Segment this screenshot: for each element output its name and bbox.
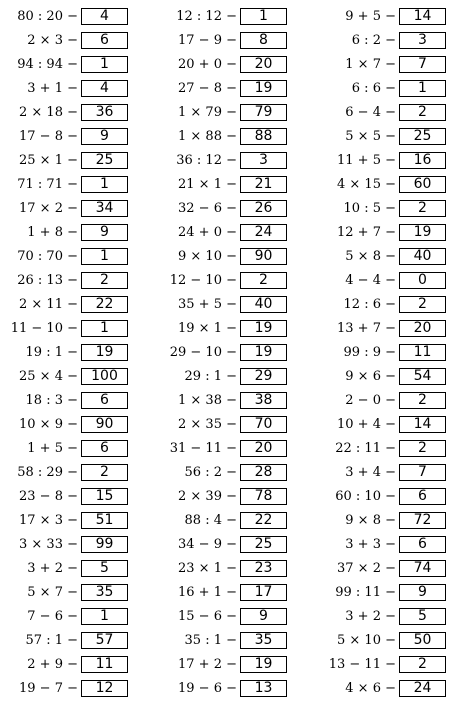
answer-box[interactable]: 25 <box>240 536 287 553</box>
problem-expression: 71 : 71 − <box>17 177 78 192</box>
problem-row <box>159 581 299 605</box>
problem-row <box>318 413 457 437</box>
problem-expression: 88 : 4 − <box>184 513 237 528</box>
problem-row <box>0 53 140 77</box>
problem-expression: 29 : 1 − <box>184 369 237 384</box>
answer-box[interactable]: 6 <box>81 32 128 49</box>
answer-box[interactable]: 17 <box>240 584 287 601</box>
problem-expression: 5 × 5 − <box>345 129 396 144</box>
problem-expression: 19 − 6 − <box>178 681 237 696</box>
problem-expression: 80 : 20 − <box>17 9 78 24</box>
problem-row <box>159 629 299 653</box>
answer-box[interactable]: 12 <box>81 680 128 697</box>
answer-box[interactable]: 2 <box>399 392 446 409</box>
problem-expression: 56 : 2 − <box>184 465 237 480</box>
problem-expression: 37 × 2 − <box>337 561 396 576</box>
problem-expression: 3 + 1 − <box>27 81 78 96</box>
problem-row <box>318 53 457 77</box>
problem-expression: 32 − 6 − <box>178 201 237 216</box>
problem-row <box>0 653 140 677</box>
answer-box[interactable]: 2 <box>81 464 128 481</box>
problem-row <box>0 509 140 533</box>
problem-row <box>159 197 299 221</box>
problem-expression: 2 × 35 − <box>178 417 237 432</box>
problem-row <box>0 221 140 245</box>
problem-row <box>159 245 299 269</box>
problem-row <box>159 293 299 317</box>
problem-expression: 35 + 5 − <box>178 297 237 312</box>
problem-column-1 <box>0 5 140 701</box>
answer-box[interactable]: 79 <box>240 104 287 121</box>
answer-box[interactable]: 74 <box>399 560 446 577</box>
answer-box[interactable]: 19 <box>240 344 287 361</box>
problem-row <box>0 677 140 701</box>
answer-box[interactable]: 9 <box>240 608 287 625</box>
problem-expression: 19 − 7 − <box>19 681 78 696</box>
problem-row <box>159 5 299 29</box>
problem-row <box>0 605 140 629</box>
problem-expression: 4 − 4 − <box>345 273 396 288</box>
problem-row <box>0 5 140 29</box>
problem-row <box>0 485 140 509</box>
problem-row <box>318 485 457 509</box>
answer-box[interactable]: 51 <box>81 512 128 529</box>
answer-box[interactable]: 6 <box>81 392 128 409</box>
answer-box[interactable]: 35 <box>81 584 128 601</box>
problem-row <box>159 557 299 581</box>
problem-expression: 19 : 1 − <box>25 345 78 360</box>
problem-row <box>159 53 299 77</box>
answer-box[interactable]: 36 <box>81 104 128 121</box>
problem-expression: 99 : 11 − <box>335 585 396 600</box>
problem-row <box>318 605 457 629</box>
problem-expression: 2 × 39 − <box>178 489 237 504</box>
problem-expression: 17 × 3 − <box>19 513 78 528</box>
problem-row <box>318 461 457 485</box>
problem-expression: 13 − 11 − <box>328 657 396 672</box>
problem-expression: 3 × 33 − <box>19 537 78 552</box>
problem-expression: 20 + 0 − <box>178 57 237 72</box>
answer-box[interactable]: 20 <box>399 320 446 337</box>
answer-box[interactable]: 9 <box>81 224 128 241</box>
answer-box[interactable]: 60 <box>399 176 446 193</box>
answer-box[interactable]: 90 <box>81 416 128 433</box>
answer-box[interactable]: 90 <box>240 248 287 265</box>
problem-expression: 1 × 88 − <box>178 129 237 144</box>
answer-box[interactable]: 57 <box>81 632 128 649</box>
answer-box[interactable]: 6 <box>81 440 128 457</box>
problem-row <box>159 533 299 557</box>
problem-expression: 9 × 10 − <box>178 249 237 264</box>
answer-box[interactable]: 40 <box>240 296 287 313</box>
problem-row <box>159 413 299 437</box>
problem-row <box>318 77 457 101</box>
answer-box[interactable]: 14 <box>399 416 446 433</box>
answer-box[interactable]: 6 <box>399 488 446 505</box>
problem-expression: 12 + 7 − <box>337 225 396 240</box>
problem-row <box>318 317 457 341</box>
problem-row <box>0 557 140 581</box>
problem-expression: 12 : 6 − <box>343 297 396 312</box>
problem-row <box>0 173 140 197</box>
problem-expression: 10 : 5 − <box>343 201 396 216</box>
problem-expression: 22 : 11 − <box>335 441 396 456</box>
problem-expression: 60 : 10 − <box>335 489 396 504</box>
problem-row <box>0 365 140 389</box>
problem-row <box>0 125 140 149</box>
answer-box[interactable]: 20 <box>240 440 287 457</box>
answer-box[interactable]: 88 <box>240 128 287 145</box>
problem-row <box>159 437 299 461</box>
problem-row <box>159 77 299 101</box>
problem-expression: 3 + 3 − <box>345 537 396 552</box>
problem-row <box>0 149 140 173</box>
problem-expression: 12 : 12 − <box>176 9 237 24</box>
problem-row <box>159 389 299 413</box>
problem-row <box>0 197 140 221</box>
problem-row <box>159 341 299 365</box>
problem-expression: 34 − 9 − <box>178 537 237 552</box>
problem-expression: 9 × 6 − <box>345 369 396 384</box>
problem-row <box>159 101 299 125</box>
answer-box[interactable]: 2 <box>240 272 287 289</box>
answer-box[interactable]: 3 <box>399 32 446 49</box>
answer-box[interactable]: 38 <box>240 392 287 409</box>
problem-row <box>318 173 457 197</box>
answer-box[interactable]: 35 <box>240 632 287 649</box>
problem-expression: 16 + 1 − <box>178 585 237 600</box>
problem-expression: 4 × 6 − <box>345 681 396 696</box>
answer-box[interactable]: 15 <box>81 488 128 505</box>
problem-expression: 2 − 0 − <box>345 393 396 408</box>
answer-box[interactable]: 78 <box>240 488 287 505</box>
problem-row <box>0 101 140 125</box>
problem-row <box>159 677 299 701</box>
answer-box[interactable]: 50 <box>399 632 446 649</box>
problem-expression: 10 × 9 − <box>19 417 78 432</box>
problem-expression: 6 : 2 − <box>351 33 396 48</box>
problem-row <box>159 269 299 293</box>
problem-row <box>318 389 457 413</box>
answer-box[interactable]: 1 <box>81 320 128 337</box>
answer-box[interactable]: 19 <box>399 224 446 241</box>
problem-row <box>318 5 457 29</box>
answer-box[interactable]: 25 <box>81 152 128 169</box>
problem-expression: 11 − 10 − <box>10 321 78 336</box>
problem-row <box>318 653 457 677</box>
problem-row <box>0 581 140 605</box>
answer-box[interactable]: 22 <box>240 512 287 529</box>
problem-expression: 35 : 1 − <box>184 633 237 648</box>
answer-box[interactable]: 2 <box>399 296 446 313</box>
answer-box[interactable]: 54 <box>399 368 446 385</box>
answer-box[interactable]: 4 <box>81 80 128 97</box>
answer-box[interactable]: 28 <box>240 464 287 481</box>
problem-expression: 17 + 2 − <box>178 657 237 672</box>
problem-row <box>318 437 457 461</box>
problem-expression: 29 − 10 − <box>169 345 237 360</box>
problem-expression: 10 + 4 − <box>337 417 396 432</box>
problem-expression: 11 + 5 − <box>337 153 396 168</box>
problem-row <box>159 125 299 149</box>
problem-row <box>318 125 457 149</box>
answer-box[interactable]: 8 <box>240 32 287 49</box>
answer-box[interactable]: 19 <box>240 80 287 97</box>
problem-expression: 1 × 38 − <box>178 393 237 408</box>
problem-expression: 1 × 7 − <box>345 57 396 72</box>
problem-row <box>0 269 140 293</box>
problem-row <box>318 269 457 293</box>
problem-row <box>0 29 140 53</box>
problem-expression: 19 × 1 − <box>178 321 237 336</box>
problem-expression: 3 + 4 − <box>345 465 396 480</box>
problem-row <box>318 245 457 269</box>
problem-row <box>0 317 140 341</box>
answer-box[interactable]: 7 <box>399 464 446 481</box>
answer-box[interactable]: 2 <box>399 440 446 457</box>
problem-expression: 15 − 6 − <box>178 609 237 624</box>
answer-box[interactable]: 9 <box>81 128 128 145</box>
problem-expression: 9 × 8 − <box>345 513 396 528</box>
answer-box[interactable]: 24 <box>240 224 287 241</box>
answer-box[interactable]: 11 <box>399 344 446 361</box>
answer-box[interactable]: 20 <box>240 56 287 73</box>
answer-box[interactable]: 22 <box>81 296 128 313</box>
problem-expression: 57 : 1 − <box>25 633 78 648</box>
problem-expression: 58 : 29 − <box>17 465 78 480</box>
problem-row <box>159 653 299 677</box>
problem-row <box>318 557 457 581</box>
problem-row <box>318 101 457 125</box>
problem-row <box>159 29 299 53</box>
answer-box[interactable]: 19 <box>240 320 287 337</box>
answer-box[interactable]: 5 <box>399 608 446 625</box>
answer-box[interactable]: 26 <box>240 200 287 217</box>
problem-expression: 18 : 3 − <box>25 393 78 408</box>
answer-box[interactable]: 34 <box>81 200 128 217</box>
problem-expression: 17 − 8 − <box>19 129 78 144</box>
problem-row <box>0 293 140 317</box>
problem-expression: 26 : 13 − <box>17 273 78 288</box>
problem-row <box>159 509 299 533</box>
problem-expression: 5 × 10 − <box>337 633 396 648</box>
problem-expression: 31 − 11 − <box>169 441 237 456</box>
answer-box[interactable]: 25 <box>399 128 446 145</box>
problem-row <box>0 533 140 557</box>
answer-box[interactable]: 7 <box>399 56 446 73</box>
problem-expression: 2 + 9 − <box>27 657 78 672</box>
answer-box[interactable]: 19 <box>81 344 128 361</box>
problem-expression: 3 + 2 − <box>345 609 396 624</box>
answer-box[interactable]: 1 <box>81 176 128 193</box>
answer-box[interactable]: 99 <box>81 536 128 553</box>
answer-box[interactable]: 1 <box>240 8 287 25</box>
answer-box[interactable]: 100 <box>81 368 128 385</box>
problem-row <box>159 149 299 173</box>
answer-box[interactable]: 23 <box>240 560 287 577</box>
answer-box[interactable]: 0 <box>399 272 446 289</box>
problem-expression: 99 : 9 − <box>343 345 396 360</box>
problem-expression: 7 − 6 − <box>27 609 78 624</box>
problem-row <box>159 605 299 629</box>
answer-box[interactable]: 29 <box>240 368 287 385</box>
problem-row <box>318 29 457 53</box>
problem-row <box>159 173 299 197</box>
answer-box[interactable]: 2 <box>399 200 446 217</box>
problem-column-3 <box>318 5 457 701</box>
problem-expression: 1 + 8 − <box>27 225 78 240</box>
problem-expression: 36 : 12 − <box>176 153 237 168</box>
problem-expression: 23 − 8 − <box>19 489 78 504</box>
problem-row <box>318 221 457 245</box>
answer-box[interactable]: 2 <box>399 104 446 121</box>
problem-row <box>159 485 299 509</box>
answer-box[interactable]: 24 <box>399 680 446 697</box>
problem-row <box>318 293 457 317</box>
answer-box[interactable]: 1 <box>81 248 128 265</box>
answer-box[interactable]: 6 <box>399 536 446 553</box>
problem-row <box>318 629 457 653</box>
problem-row <box>0 413 140 437</box>
answer-box[interactable]: 1 <box>81 608 128 625</box>
problem-expression: 5 × 8 − <box>345 249 396 264</box>
answer-box[interactable]: 9 <box>399 584 446 601</box>
problem-row <box>0 437 140 461</box>
problem-row <box>159 461 299 485</box>
answer-box[interactable]: 14 <box>399 8 446 25</box>
problem-expression: 5 × 7 − <box>27 585 78 600</box>
answer-box[interactable]: 13 <box>240 680 287 697</box>
answer-box[interactable]: 70 <box>240 416 287 433</box>
answer-box[interactable]: 4 <box>81 8 128 25</box>
problem-expression: 27 − 8 − <box>178 81 237 96</box>
problem-row <box>0 389 140 413</box>
answer-box[interactable]: 19 <box>240 656 287 673</box>
problem-expression: 94 : 94 − <box>17 57 78 72</box>
problem-row <box>159 317 299 341</box>
problem-expression: 21 × 1 − <box>178 177 237 192</box>
answer-box[interactable]: 1 <box>399 80 446 97</box>
problem-expression: 6 : 6 − <box>351 81 396 96</box>
problem-row <box>0 245 140 269</box>
problem-expression: 4 × 15 − <box>337 177 396 192</box>
problem-row <box>0 77 140 101</box>
answer-box[interactable]: 2 <box>399 656 446 673</box>
problem-row <box>318 509 457 533</box>
problem-expression: 1 × 79 − <box>178 105 237 120</box>
answer-box[interactable]: 21 <box>240 176 287 193</box>
answer-box[interactable]: 2 <box>81 272 128 289</box>
problem-column-2 <box>159 5 299 701</box>
problem-expression: 13 + 7 − <box>337 321 396 336</box>
problem-row <box>318 365 457 389</box>
problem-expression: 3 + 2 − <box>27 561 78 576</box>
answer-box[interactable]: 3 <box>240 152 287 169</box>
problem-expression: 2 × 11 − <box>19 297 78 312</box>
answer-box[interactable]: 72 <box>399 512 446 529</box>
problem-row <box>318 149 457 173</box>
problem-row <box>0 341 140 365</box>
problem-expression: 2 × 3 − <box>27 33 78 48</box>
problem-expression: 9 + 5 − <box>345 9 396 24</box>
problem-expression: 2 × 18 − <box>19 105 78 120</box>
answer-box[interactable]: 40 <box>399 248 446 265</box>
problem-row <box>318 533 457 557</box>
problem-expression: 12 − 10 − <box>169 273 237 288</box>
problem-row <box>318 341 457 365</box>
problem-row <box>318 677 457 701</box>
answer-box[interactable]: 16 <box>399 152 446 169</box>
problem-expression: 25 × 1 − <box>19 153 78 168</box>
problem-expression: 70 : 70 − <box>17 249 78 264</box>
problem-expression: 1 + 5 − <box>27 441 78 456</box>
problem-expression: 24 + 0 − <box>178 225 237 240</box>
worksheet <box>0 5 457 701</box>
problem-row <box>159 365 299 389</box>
problem-expression: 23 × 1 − <box>178 561 237 576</box>
problem-row <box>318 581 457 605</box>
answer-box[interactable]: 5 <box>81 560 128 577</box>
problem-expression: 6 − 4 − <box>345 105 396 120</box>
problem-expression: 17 × 2 − <box>19 201 78 216</box>
problem-row <box>0 461 140 485</box>
problem-expression: 25 × 4 − <box>19 369 78 384</box>
problem-expression: 17 − 9 − <box>178 33 237 48</box>
problem-row <box>159 221 299 245</box>
problem-row <box>318 197 457 221</box>
problem-row <box>0 629 140 653</box>
answer-box[interactable]: 1 <box>81 56 128 73</box>
answer-box[interactable]: 11 <box>81 656 128 673</box>
